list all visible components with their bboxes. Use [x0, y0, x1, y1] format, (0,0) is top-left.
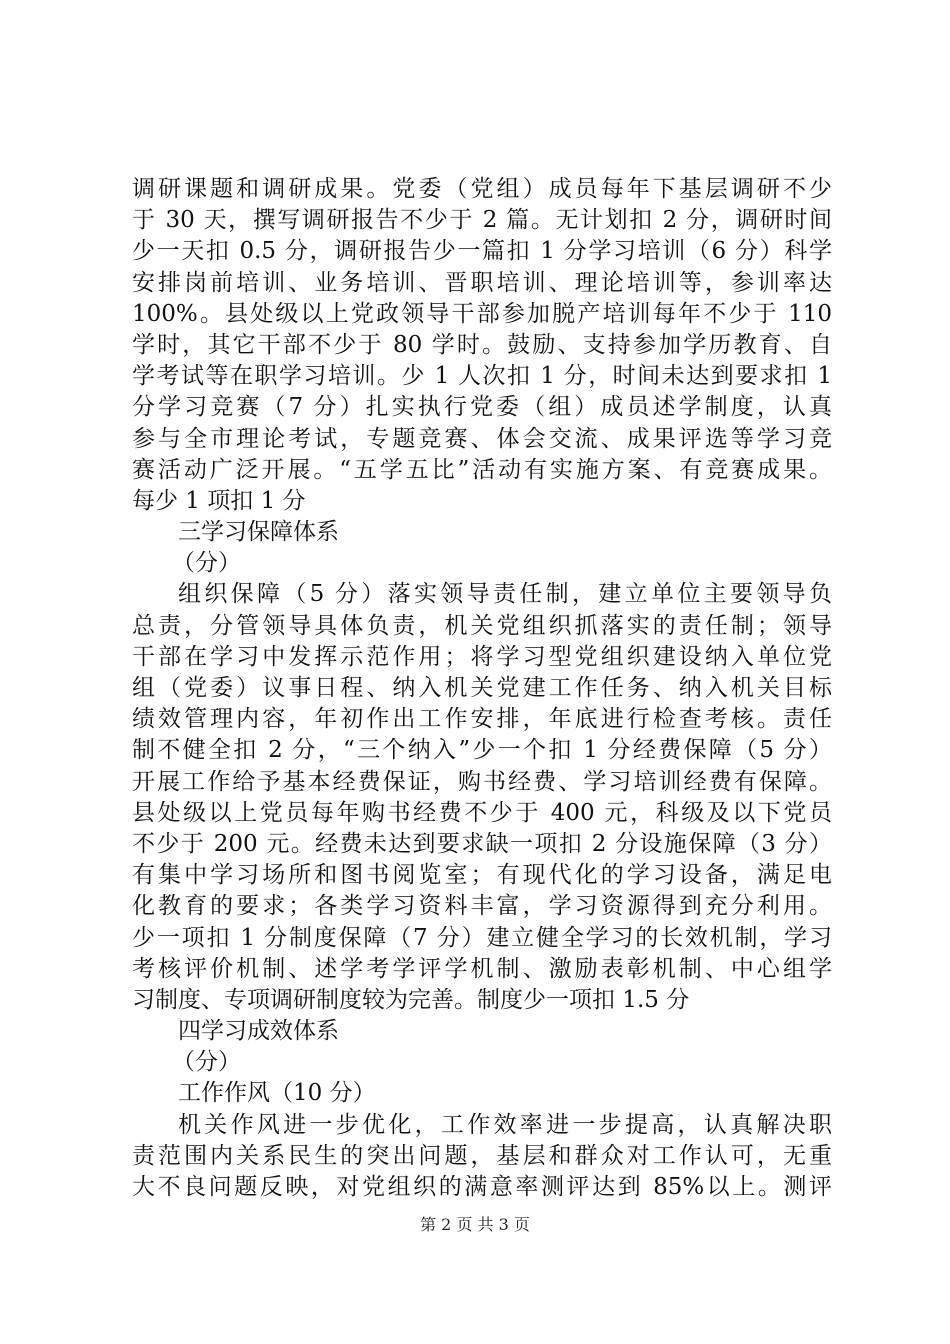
section-heading: 四学习成效体系: [178, 1018, 339, 1045]
text-line: 100%。县处级以上党政领导干部参加脱产培训每年不少于 110: [132, 300, 832, 327]
text-line: 组织保障（5 分）落实领导责任制，建立单位主要领导负: [178, 581, 832, 608]
text-line: 学考试等在职学习培训。少 1 人次扣 1 分，时间未达到要求扣 1: [132, 363, 832, 390]
text-line: （分）: [172, 1049, 241, 1076]
text-line: 不少于 200 元。经费未达到要求缺一项扣 2 分设施保障（3 分）: [132, 830, 832, 857]
text-line: 习制度、专项调研制度较为完善。制度少一项扣 1.5 分: [132, 986, 690, 1013]
text-line: 有集中学习场所和图书阅览室；有现代化的学习设备，满足电: [132, 862, 832, 889]
text-line: 制不健全扣 2 分，“三个纳入”少一个扣 1 分经费保障（5 分）: [132, 737, 832, 764]
text-line: 县处级以上党员每年购书经费不少于 400 元，科级及以下党员: [132, 799, 832, 826]
text-line: 安排岗前培训、业务培训、晋职培训、理论培训等，参训率达: [132, 269, 832, 296]
text-line: 少一项扣 1 分制度保障（7 分）建立健全学习的长效机制，学习: [132, 924, 832, 951]
section-heading: 三学习保障体系: [178, 519, 339, 546]
page-footer: 第 2 页 共 3 页: [420, 1215, 530, 1234]
text-line: 组（党委）议事日程、纳入机关党建工作任务、纳入机关目标: [132, 675, 832, 701]
text-line: 于 30 天，撰写调研报告不少于 2 篇。无计划扣 2 分，调研时间: [132, 207, 832, 234]
text-line: 化教育的要求；各类学习资料丰富，学习资源得到充分利用。: [132, 893, 832, 920]
text-line: 少一天扣 0.5 分，调研报告少一篇扣 1 分学习培训（6 分）科学: [132, 238, 832, 265]
document-body: [132, 174, 832, 1203]
text-line: 干部在学习中发挥示范作用；将学习型党组织建设纳入单位党: [132, 643, 832, 670]
text-line: 大不良问题反映，对党组织的满意率测评达到 85%以上。测评: [132, 1174, 832, 1200]
text-line: 责范围内关系民生的突出问题，基层和群众对工作认可，无重: [132, 1142, 832, 1169]
text-line: 考核评价机制、述学考学评学机制、激励表彰机制、中心组学: [132, 955, 832, 982]
text-line: （分）: [172, 550, 241, 577]
text-line: 学时，其它干部不少于 80 学时。鼓励、支持参加学历教育、自: [132, 331, 832, 358]
text-line: 参与全市理论考试，专题竞赛、体会交流、成果评选等学习竞: [132, 425, 832, 452]
text-line: 调研课题和调研成果。党委（党组）成员每年下基层调研不少: [132, 176, 832, 202]
text-line: 机关作风进一步优化，工作效率进一步提高，认真解决职: [178, 1111, 832, 1138]
section-heading: 工作作风（10 分）: [178, 1080, 376, 1107]
text-line: 绩效管理内容，年初作出工作安排，年底进行检查考核。责任: [132, 706, 832, 733]
text-line: 每少 1 项扣 1 分: [132, 487, 306, 514]
text-line: 分学习竞赛（7 分）扎实执行党委（组）成员述学制度，认真: [132, 394, 832, 421]
text-line: 开展工作给予基本经费保证，购书经费、学习培训经费有保障。: [132, 768, 832, 795]
text-line: 总责，分管领导具体负责，机关党组织抓落实的责任制；领导: [132, 612, 832, 639]
text-line: 赛活动广泛开展。“五学五比”活动有实施方案、有竞赛成果。: [132, 456, 832, 483]
